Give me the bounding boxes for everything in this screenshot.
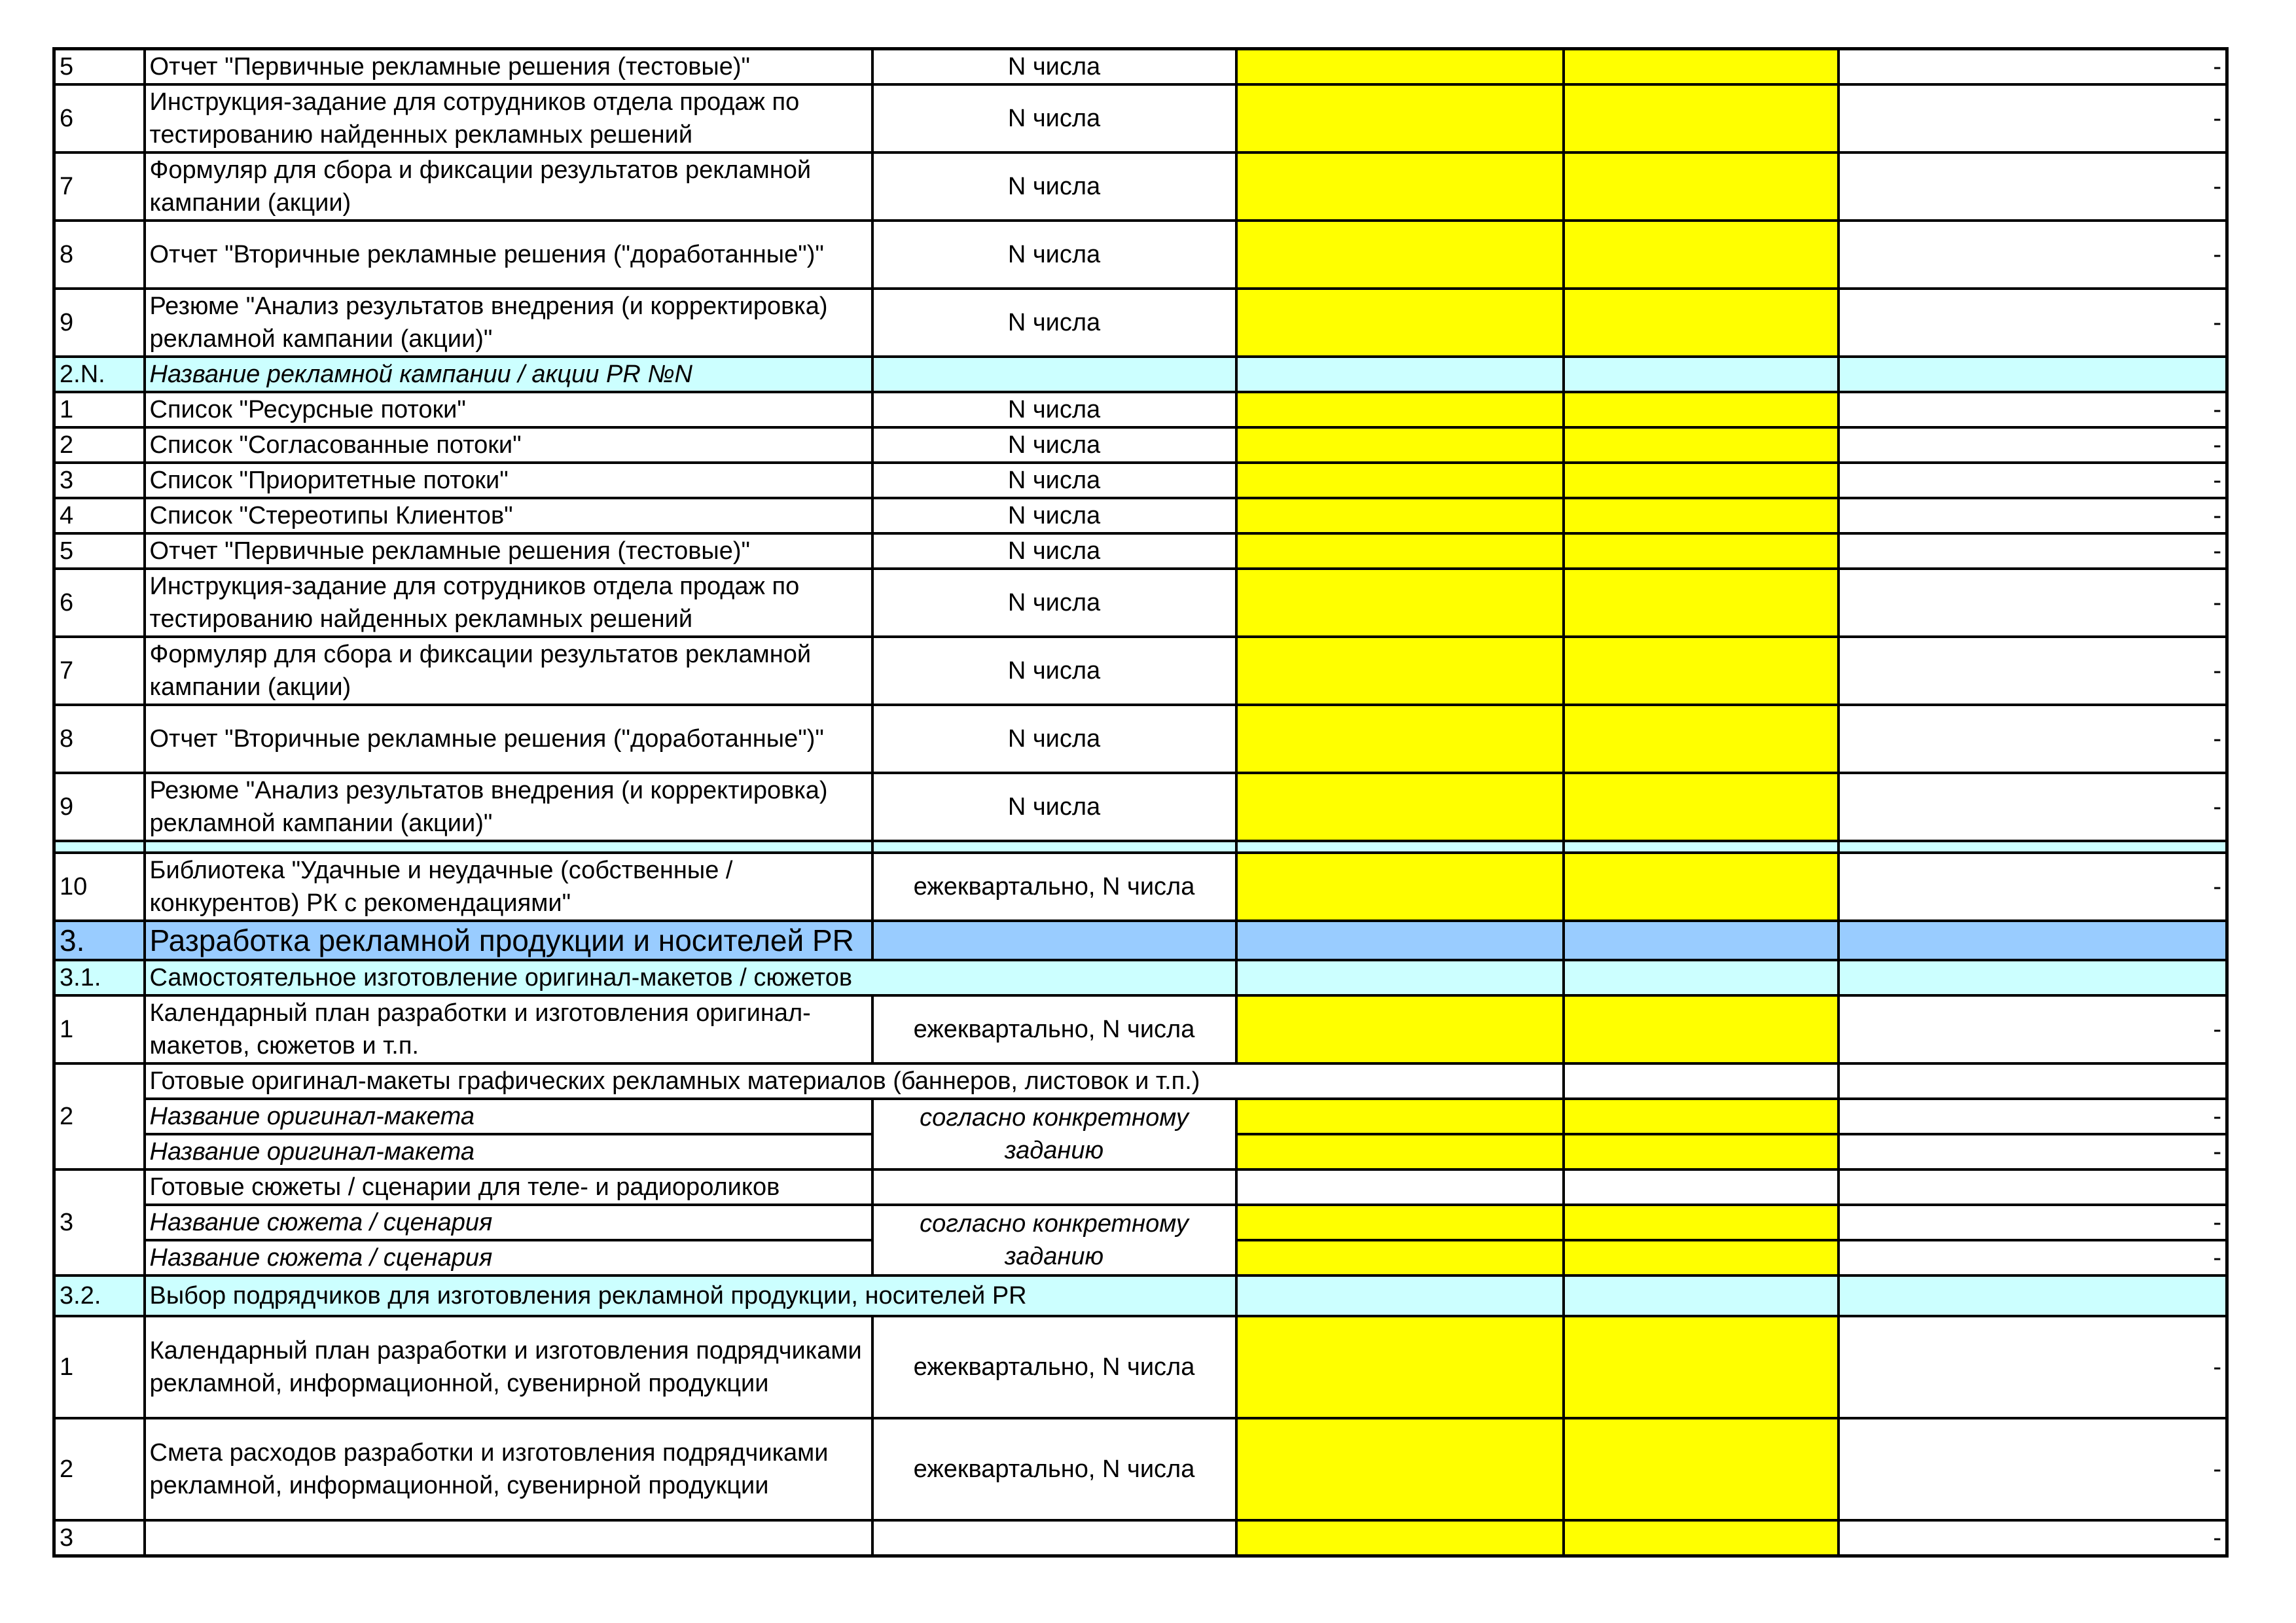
row-period: ежеквартально, N числа <box>872 853 1236 921</box>
empty-cell <box>1564 841 1839 853</box>
group-item-name: Название сюжета / сценария <box>145 1205 872 1240</box>
empty-cell <box>1564 1169 1839 1205</box>
row-result: - <box>1839 995 2227 1063</box>
empty-cell <box>1236 1275 1564 1316</box>
yellow-input-cell[interactable] <box>1564 533 1839 569</box>
empty-cell <box>1839 841 2227 853</box>
row-result: - <box>1839 498 2227 533</box>
empty-cell <box>1839 1169 2227 1205</box>
row-number: 4 <box>54 498 145 533</box>
yellow-input-cell[interactable] <box>1564 637 1839 705</box>
empty-cell <box>54 841 145 853</box>
yellow-input-cell[interactable] <box>1236 1240 1564 1275</box>
row-period: ежеквартально, N числа <box>872 1418 1236 1520</box>
row-period: N числа <box>872 637 1236 705</box>
spreadsheet-page <box>52 47 2225 1558</box>
row-name: Библиотека "Удачные и неудачные (собственные / конкурентов) РК с рекомендациями" <box>145 853 872 921</box>
row-number: 2 <box>54 1063 145 1169</box>
group-item-name: Название оригинал-макета <box>145 1134 872 1169</box>
yellow-input-cell[interactable] <box>1564 995 1839 1063</box>
table-row <box>54 49 2227 85</box>
row-number: 10 <box>54 853 145 921</box>
row-period: N числа <box>872 498 1236 533</box>
table-row <box>54 1520 2227 1556</box>
table-row <box>54 637 2227 705</box>
table-row <box>54 84 2227 152</box>
row-name: Формуляр для сбора и фиксации результатов рекламной кампании (акции) <box>145 637 872 705</box>
yellow-input-cell[interactable] <box>1564 1316 1839 1418</box>
group-period: согласно конкретному заданию <box>872 1205 1236 1275</box>
yellow-input-cell[interactable] <box>1564 1099 1839 1134</box>
yellow-input-cell[interactable] <box>1236 1134 1564 1169</box>
row-period: N числа <box>872 427 1236 463</box>
group-period: согласно конкретному заданию <box>872 1099 1236 1169</box>
empty-cell <box>1236 921 1564 960</box>
table-row <box>54 289 2227 357</box>
row-result: - <box>1839 637 2227 705</box>
row-name: Отчет "Первичные рекламные решения (тестовые)" <box>145 49 872 85</box>
yellow-input-cell[interactable] <box>1564 569 1839 637</box>
row-name: Отчет "Вторичные рекламные решения ("доработанные")" <box>145 221 872 289</box>
yellow-input-cell[interactable] <box>1236 995 1564 1063</box>
yellow-input-cell[interactable] <box>1236 853 1564 921</box>
empty-cell <box>872 841 1236 853</box>
empty-cell <box>1839 357 2227 392</box>
yellow-input-cell[interactable] <box>1564 1205 1839 1240</box>
row-number: 2 <box>54 1418 145 1520</box>
section-title: Разработка рекламной продукции и носителей PR <box>145 921 872 960</box>
row-period: N числа <box>872 84 1236 152</box>
row-number: 7 <box>54 637 145 705</box>
row-number: 1 <box>54 995 145 1063</box>
row-name: Список "Приоритетные потоки" <box>145 463 872 498</box>
empty-cell <box>1564 960 1839 995</box>
row-result: - <box>1839 289 2227 357</box>
group-title: Готовые сюжеты / сценарии для теле- и радиороликов <box>145 1169 872 1205</box>
yellow-input-cell[interactable] <box>1564 773 1839 841</box>
row-period: N числа <box>872 463 1236 498</box>
empty-cell <box>1839 960 2227 995</box>
empty-cell <box>1564 1063 1839 1099</box>
yellow-input-cell[interactable] <box>1236 49 1564 85</box>
row-name: Список "Стереотипы Клиентов" <box>145 498 872 533</box>
yellow-input-cell[interactable] <box>1236 773 1564 841</box>
yellow-input-cell[interactable] <box>1236 533 1564 569</box>
row-period: N числа <box>872 533 1236 569</box>
row-result: - <box>1839 1418 2227 1520</box>
yellow-input-cell[interactable] <box>1564 152 1839 221</box>
group-title: Готовые оригинал-макеты графических рекламных материалов (баннеров, листовок и т.п.) <box>145 1063 1564 1099</box>
yellow-input-cell[interactable] <box>1564 853 1839 921</box>
subsection-title: Выбор подрядчиков для изготовления рекламной продукции, носителей PR <box>145 1275 1236 1316</box>
row-result: - <box>1839 427 2227 463</box>
row-name: Смета расходов разработки и изготовления подрядчиками рекламной, информационной, сувенирной продукции <box>145 1418 872 1520</box>
table-row <box>54 773 2227 841</box>
row-period: N числа <box>872 49 1236 85</box>
subsection-title: Самостоятельное изготовление оригинал-макетов / сюжетов <box>145 960 1236 995</box>
empty-cell <box>1236 841 1564 853</box>
section-row-3 <box>54 921 2227 960</box>
row-period: N числа <box>872 569 1236 637</box>
yellow-input-cell[interactable] <box>1236 1099 1564 1134</box>
plan-table <box>52 47 2229 1558</box>
yellow-input-cell[interactable] <box>1236 1205 1564 1240</box>
yellow-input-cell[interactable] <box>1236 498 1564 533</box>
row-number: 5 <box>54 533 145 569</box>
group-title-row <box>54 1063 2227 1099</box>
row-result: - <box>1839 152 2227 221</box>
row-result: - <box>1839 463 2227 498</box>
row-period: N числа <box>872 289 1236 357</box>
yellow-input-cell[interactable] <box>1236 427 1564 463</box>
group-item-name: Название сюжета / сценария <box>145 1240 872 1275</box>
yellow-input-cell[interactable] <box>1236 84 1564 152</box>
row-result: - <box>1839 1240 2227 1275</box>
row-period: N числа <box>872 392 1236 427</box>
row-result: - <box>1839 705 2227 773</box>
row-name: Календарный план разработки и изготовления оригинал-макетов, сюжетов и т.п. <box>145 995 872 1063</box>
row-number: 8 <box>54 705 145 773</box>
row-name: Формуляр для сбора и фиксации результатов рекламной кампании (акции) <box>145 152 872 221</box>
empty-cell <box>1236 1169 1564 1205</box>
yellow-input-cell[interactable] <box>1564 427 1839 463</box>
row-name: Инструкция-задание для сотрудников отдела продаж по тестированию найденных рекламных решений <box>145 569 872 637</box>
row-result: - <box>1839 533 2227 569</box>
row-result: - <box>1839 1205 2227 1240</box>
yellow-input-cell[interactable] <box>1236 463 1564 498</box>
row-period: ежеквартально, N числа <box>872 1316 1236 1418</box>
row-name: Список "Согласованные потоки" <box>145 427 872 463</box>
row-name: Инструкция-задание для сотрудников отдела продаж по тестированию найденных рекламных решений <box>145 84 872 152</box>
yellow-input-cell[interactable] <box>1564 1240 1839 1275</box>
empty-cell <box>1564 1275 1839 1316</box>
table-row <box>54 152 2227 221</box>
row-result: - <box>1839 1099 2227 1134</box>
row-result: - <box>1839 569 2227 637</box>
section-number: 3. <box>54 921 145 960</box>
yellow-input-cell[interactable] <box>1564 463 1839 498</box>
row-result: - <box>1839 773 2227 841</box>
yellow-input-cell[interactable] <box>1236 152 1564 221</box>
yellow-input-cell[interactable] <box>1236 1520 1564 1556</box>
empty-cell <box>1839 1275 2227 1316</box>
empty-cell <box>1839 1063 2227 1099</box>
subsection-number: 3.1. <box>54 960 145 995</box>
yellow-input-cell[interactable] <box>1564 498 1839 533</box>
yellow-input-cell[interactable] <box>1564 1520 1839 1556</box>
group-title-row <box>54 1169 2227 1205</box>
row-period <box>872 1520 1236 1556</box>
row-number: 3 <box>54 1169 145 1275</box>
yellow-input-cell[interactable] <box>1564 1134 1839 1169</box>
yellow-input-cell[interactable] <box>1236 1316 1564 1418</box>
row-period: ежеквартально, N числа <box>872 995 1236 1063</box>
table-row <box>54 569 2227 637</box>
table-row <box>54 1316 2227 1418</box>
subsection-number: 2.N. <box>54 357 145 392</box>
row-period: N числа <box>872 773 1236 841</box>
row-result: - <box>1839 84 2227 152</box>
empty-cell <box>1236 960 1564 995</box>
table-row <box>54 853 2227 921</box>
row-name <box>145 1520 872 1556</box>
subsection-row-2n <box>54 357 2227 392</box>
subsection-title: Название рекламной кампании / акции PR №N <box>145 357 872 392</box>
row-number: 8 <box>54 221 145 289</box>
row-name: Резюме "Анализ результатов внедрения (и корректировка) рекламной кампании (акции)" <box>145 773 872 841</box>
row-name: Отчет "Первичные рекламные решения (тестовые)" <box>145 533 872 569</box>
yellow-input-cell[interactable] <box>1236 637 1564 705</box>
table-row <box>54 221 2227 289</box>
table-row <box>54 1418 2227 1520</box>
row-period: N числа <box>872 705 1236 773</box>
yellow-input-cell[interactable] <box>1564 221 1839 289</box>
yellow-input-cell[interactable] <box>1564 289 1839 357</box>
yellow-input-cell[interactable] <box>1236 569 1564 637</box>
row-number: 6 <box>54 569 145 637</box>
row-result: - <box>1839 1316 2227 1418</box>
yellow-input-cell[interactable] <box>1564 49 1839 85</box>
empty-cell <box>145 841 872 853</box>
row-number: 9 <box>54 773 145 841</box>
table-row <box>54 463 2227 498</box>
spacer-row <box>54 841 2227 853</box>
row-number: 9 <box>54 289 145 357</box>
yellow-input-cell[interactable] <box>1564 705 1839 773</box>
row-result: - <box>1839 853 2227 921</box>
row-number: 5 <box>54 49 145 85</box>
row-name: Календарный план разработки и изготовления подрядчиками рекламной, информационной, сувенирной продукции <box>145 1316 872 1418</box>
table-row <box>54 427 2227 463</box>
table-row <box>54 995 2227 1063</box>
row-name: Резюме "Анализ результатов внедрения (и корректировка) рекламной кампании (акции)" <box>145 289 872 357</box>
row-name: Список "Ресурсные потоки" <box>145 392 872 427</box>
row-number: 1 <box>54 392 145 427</box>
empty-cell <box>872 1169 1236 1205</box>
row-number: 6 <box>54 84 145 152</box>
yellow-input-cell[interactable] <box>1236 1418 1564 1520</box>
yellow-input-cell[interactable] <box>1236 289 1564 357</box>
empty-cell <box>1236 357 1564 392</box>
group-item-row <box>54 1099 2227 1134</box>
yellow-input-cell[interactable] <box>1564 1418 1839 1520</box>
yellow-input-cell[interactable] <box>1564 392 1839 427</box>
group-item-name: Название оригинал-макета <box>145 1099 872 1134</box>
group-item-row <box>54 1205 2227 1240</box>
subsection-row-31 <box>54 960 2227 995</box>
empty-cell <box>872 921 1236 960</box>
row-number: 1 <box>54 1316 145 1418</box>
table-row <box>54 533 2227 569</box>
row-name: Отчет "Вторичные рекламные решения ("доработанные")" <box>145 705 872 773</box>
subsection-number: 3.2. <box>54 1275 145 1316</box>
row-number: 2 <box>54 427 145 463</box>
table-row <box>54 498 2227 533</box>
row-number: 3 <box>54 463 145 498</box>
row-number: 7 <box>54 152 145 221</box>
table-row <box>54 705 2227 773</box>
empty-cell <box>1564 921 1839 960</box>
row-result: - <box>1839 49 2227 85</box>
empty-cell <box>1564 357 1839 392</box>
row-period: N числа <box>872 152 1236 221</box>
row-result: - <box>1839 221 2227 289</box>
row-result: - <box>1839 1520 2227 1556</box>
subsection-row-32 <box>54 1275 2227 1316</box>
empty-cell <box>1839 921 2227 960</box>
table-row <box>54 392 2227 427</box>
row-number: 3 <box>54 1520 145 1556</box>
yellow-input-cell[interactable] <box>1236 392 1564 427</box>
row-period: N числа <box>872 221 1236 289</box>
yellow-input-cell[interactable] <box>1236 221 1564 289</box>
row-result: - <box>1839 1134 2227 1169</box>
yellow-input-cell[interactable] <box>1236 705 1564 773</box>
empty-cell <box>872 357 1236 392</box>
row-result: - <box>1839 392 2227 427</box>
plan-table-body <box>54 49 2227 1556</box>
yellow-input-cell[interactable] <box>1564 84 1839 152</box>
